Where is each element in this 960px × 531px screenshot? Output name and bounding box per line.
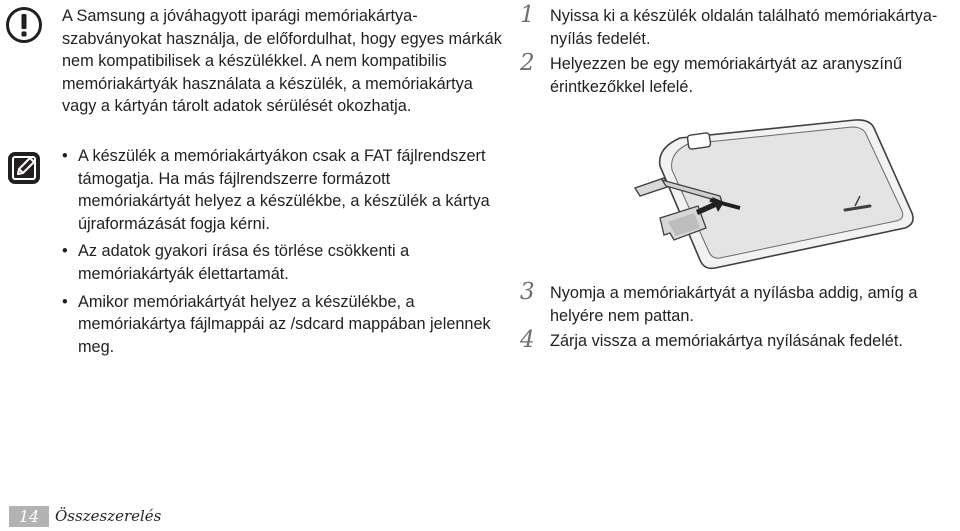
step-text: Nyomja a memóriakártyát a nyílásba addig, amíg a helyére nem pattan.	[550, 284, 918, 325]
step-list-bottom	[518, 279, 948, 356]
step-item	[518, 327, 948, 354]
step-item	[518, 2, 948, 50]
step-text: Nyissa ki a készülék oldalán található memóriakártya-nyílás fedelét.	[550, 7, 938, 48]
step-number: 4	[520, 327, 535, 354]
step-number: 1	[520, 2, 535, 28]
step-item	[518, 50, 948, 98]
pencil-note-icon	[6, 150, 42, 186]
section-title: Összeszerelés	[55, 507, 162, 525]
phone-memory-card-insert-illustration	[630, 118, 920, 276]
step-number: 2	[520, 50, 535, 77]
exclamation-circle-icon	[6, 7, 42, 43]
note-bullet: • A készülék a memóriakártyákon csak a FAT fájlrendszert támogatja. Ha más fájlrendszerre formázott memóriakártyát helyez a készülékbe, a készülék a kártya újraformázását fogja kérni.	[62, 147, 490, 233]
step-item	[518, 279, 948, 327]
step-list-top	[518, 2, 948, 101]
step-text: Zárja vissza a memóriakártya nyílásának fedelét.	[550, 332, 903, 351]
note-bullet-list	[62, 145, 502, 363]
page-number: 14	[9, 506, 49, 527]
step-number: 3	[520, 279, 535, 305]
note-bullet: • Amikor memóriakártyát helyez a készülékbe, a memóriakártya fájlmappái az /sdcard mappában jelennek meg.	[62, 292, 491, 356]
step-text: Helyezzen be egy memóriakártyát az aranyszínű érintkezőkkel lefelé.	[550, 55, 903, 96]
warning-text: A Samsung a jóváhagyott iparági memóriakártya-szabványokat használja, de előfordulhat, hogy egyes márkák nem kompatibilisek a készülékkel. A nem kompatibilis memóriakártyák használata a készülék, a memóriakártya vagy a kártyán tárolt adatok sérülését okozhatja.	[62, 7, 502, 116]
note-bullet: • Az adatok gyakori írása és törlése csökkenti a memóriakártyák élettartamát.	[62, 242, 410, 283]
